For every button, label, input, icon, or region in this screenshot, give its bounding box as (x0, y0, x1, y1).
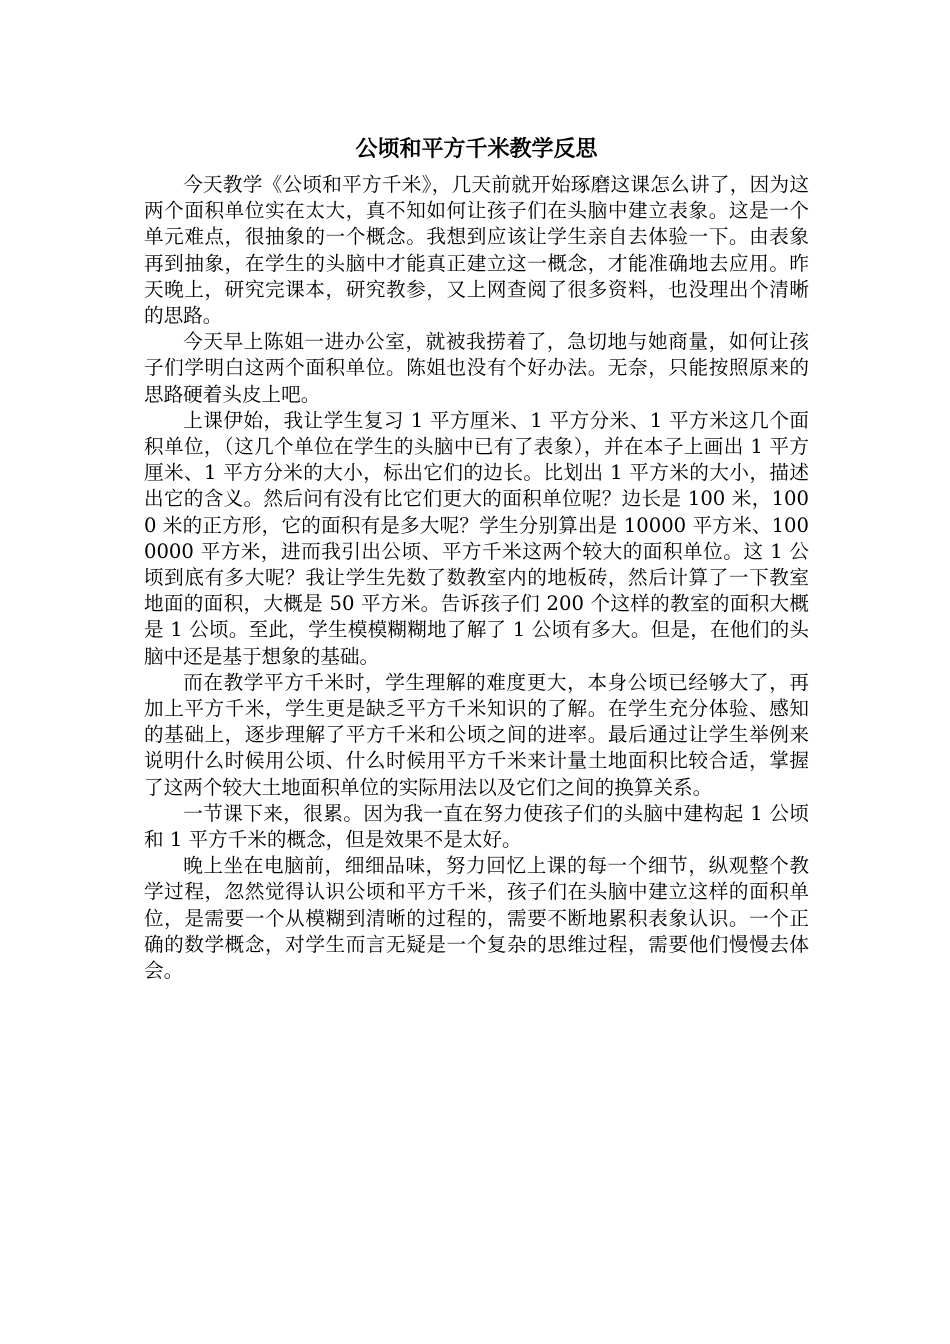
paragraph-1: 今天教学《公顷和平方千米》，几天前就开始琢磨这课怎么讲了，因为这两个面积单位实在太大，真不知如何让孩子们在头脑中建立表象。这是一个单元难点，很抽象的一个概念。我想到应该让学生亲自去体验一下。由表象再到抽象，在学生的头脑中才能真正建立这一概念，才能准确地去应用。昨天晚上，研究完课本，研究教参，又上网查阅了很多资料，也没理出个清晰的思路。 (144, 173, 809, 328)
paragraph-2: 今天早上陈姐一进办公室，就被我捞着了，急切地与她商量，如何让孩子们学明白这两个面积单位。陈姐也没有个好办法。无奈，只能按照原来的思路硬着头皮上吧。 (144, 330, 809, 406)
paragraph-4: 而在教学平方千米时，学生理解的难度更大，本身公顷已经够大了，再加上平方千米，学生更是缺乏平方千米知识的了解。在学生充分体验、感知的基础上，逐步理解了平方千米和公顷之间的进率。最后通过让学生举例来说明什么时候用公顷、什么时候用平方千米来计量土地面积比较合适，掌握了这两个较大土地面积单位的实际用法以及它们之间的换算关系。 (144, 670, 809, 799)
paragraph-3: 上课伊始，我让学生复习 1 平方厘米、1 平方分米、1 平方米这几个面积单位，（这几个单位在学生的头脑中已有了表象），并在本子上画出 1 平方厘米、1 平方分米的大小，标出它们的边长。比划出 1 平方米的大小，描述出它的含义。然后问有没有比它们更大的面积单位呢？边长是 100 米，1000 米的正方形，它的面积有是多大呢？学生分别算出是 10000 平方米、1000000 平方米，进而我引出公顷、平方千米这两个较大的面积单位。这 1 公顷到底有多大呢？我让学生先数了数教室内的地板砖，然后计算了一下教室地面的面积，大概是 50 平方米。告诉孩子们 200 个这样的教室的面积大概是 1 公顷。至此，学生模模糊糊地了解了 1 公顷有多大。但是，在他们的头脑中还是基于想象的基础。 (144, 408, 809, 668)
document-page (144, 134, 809, 984)
paragraph-5: 一节课下来，很累。因为我一直在努力使孩子们的头脑中建构起 1 公顷和 1 平方千米的概念，但是效果不是太好。 (144, 801, 809, 852)
document-title: 公顷和平方千米教学反思 (355, 136, 598, 162)
paragraph-6: 晚上坐在电脑前，细细品味，努力回忆上课的每一个细节，纵观整个教学过程，忽然觉得认识公顷和平方千米，孩子们在头脑中建立这样的面积单位，是需要一个从模糊到清晰的过程的，需要不断地累积表象认识。一个正确的数学概念，对学生而言无疑是一个复杂的思维过程，需要他们慢慢去体会。 (144, 854, 809, 983)
